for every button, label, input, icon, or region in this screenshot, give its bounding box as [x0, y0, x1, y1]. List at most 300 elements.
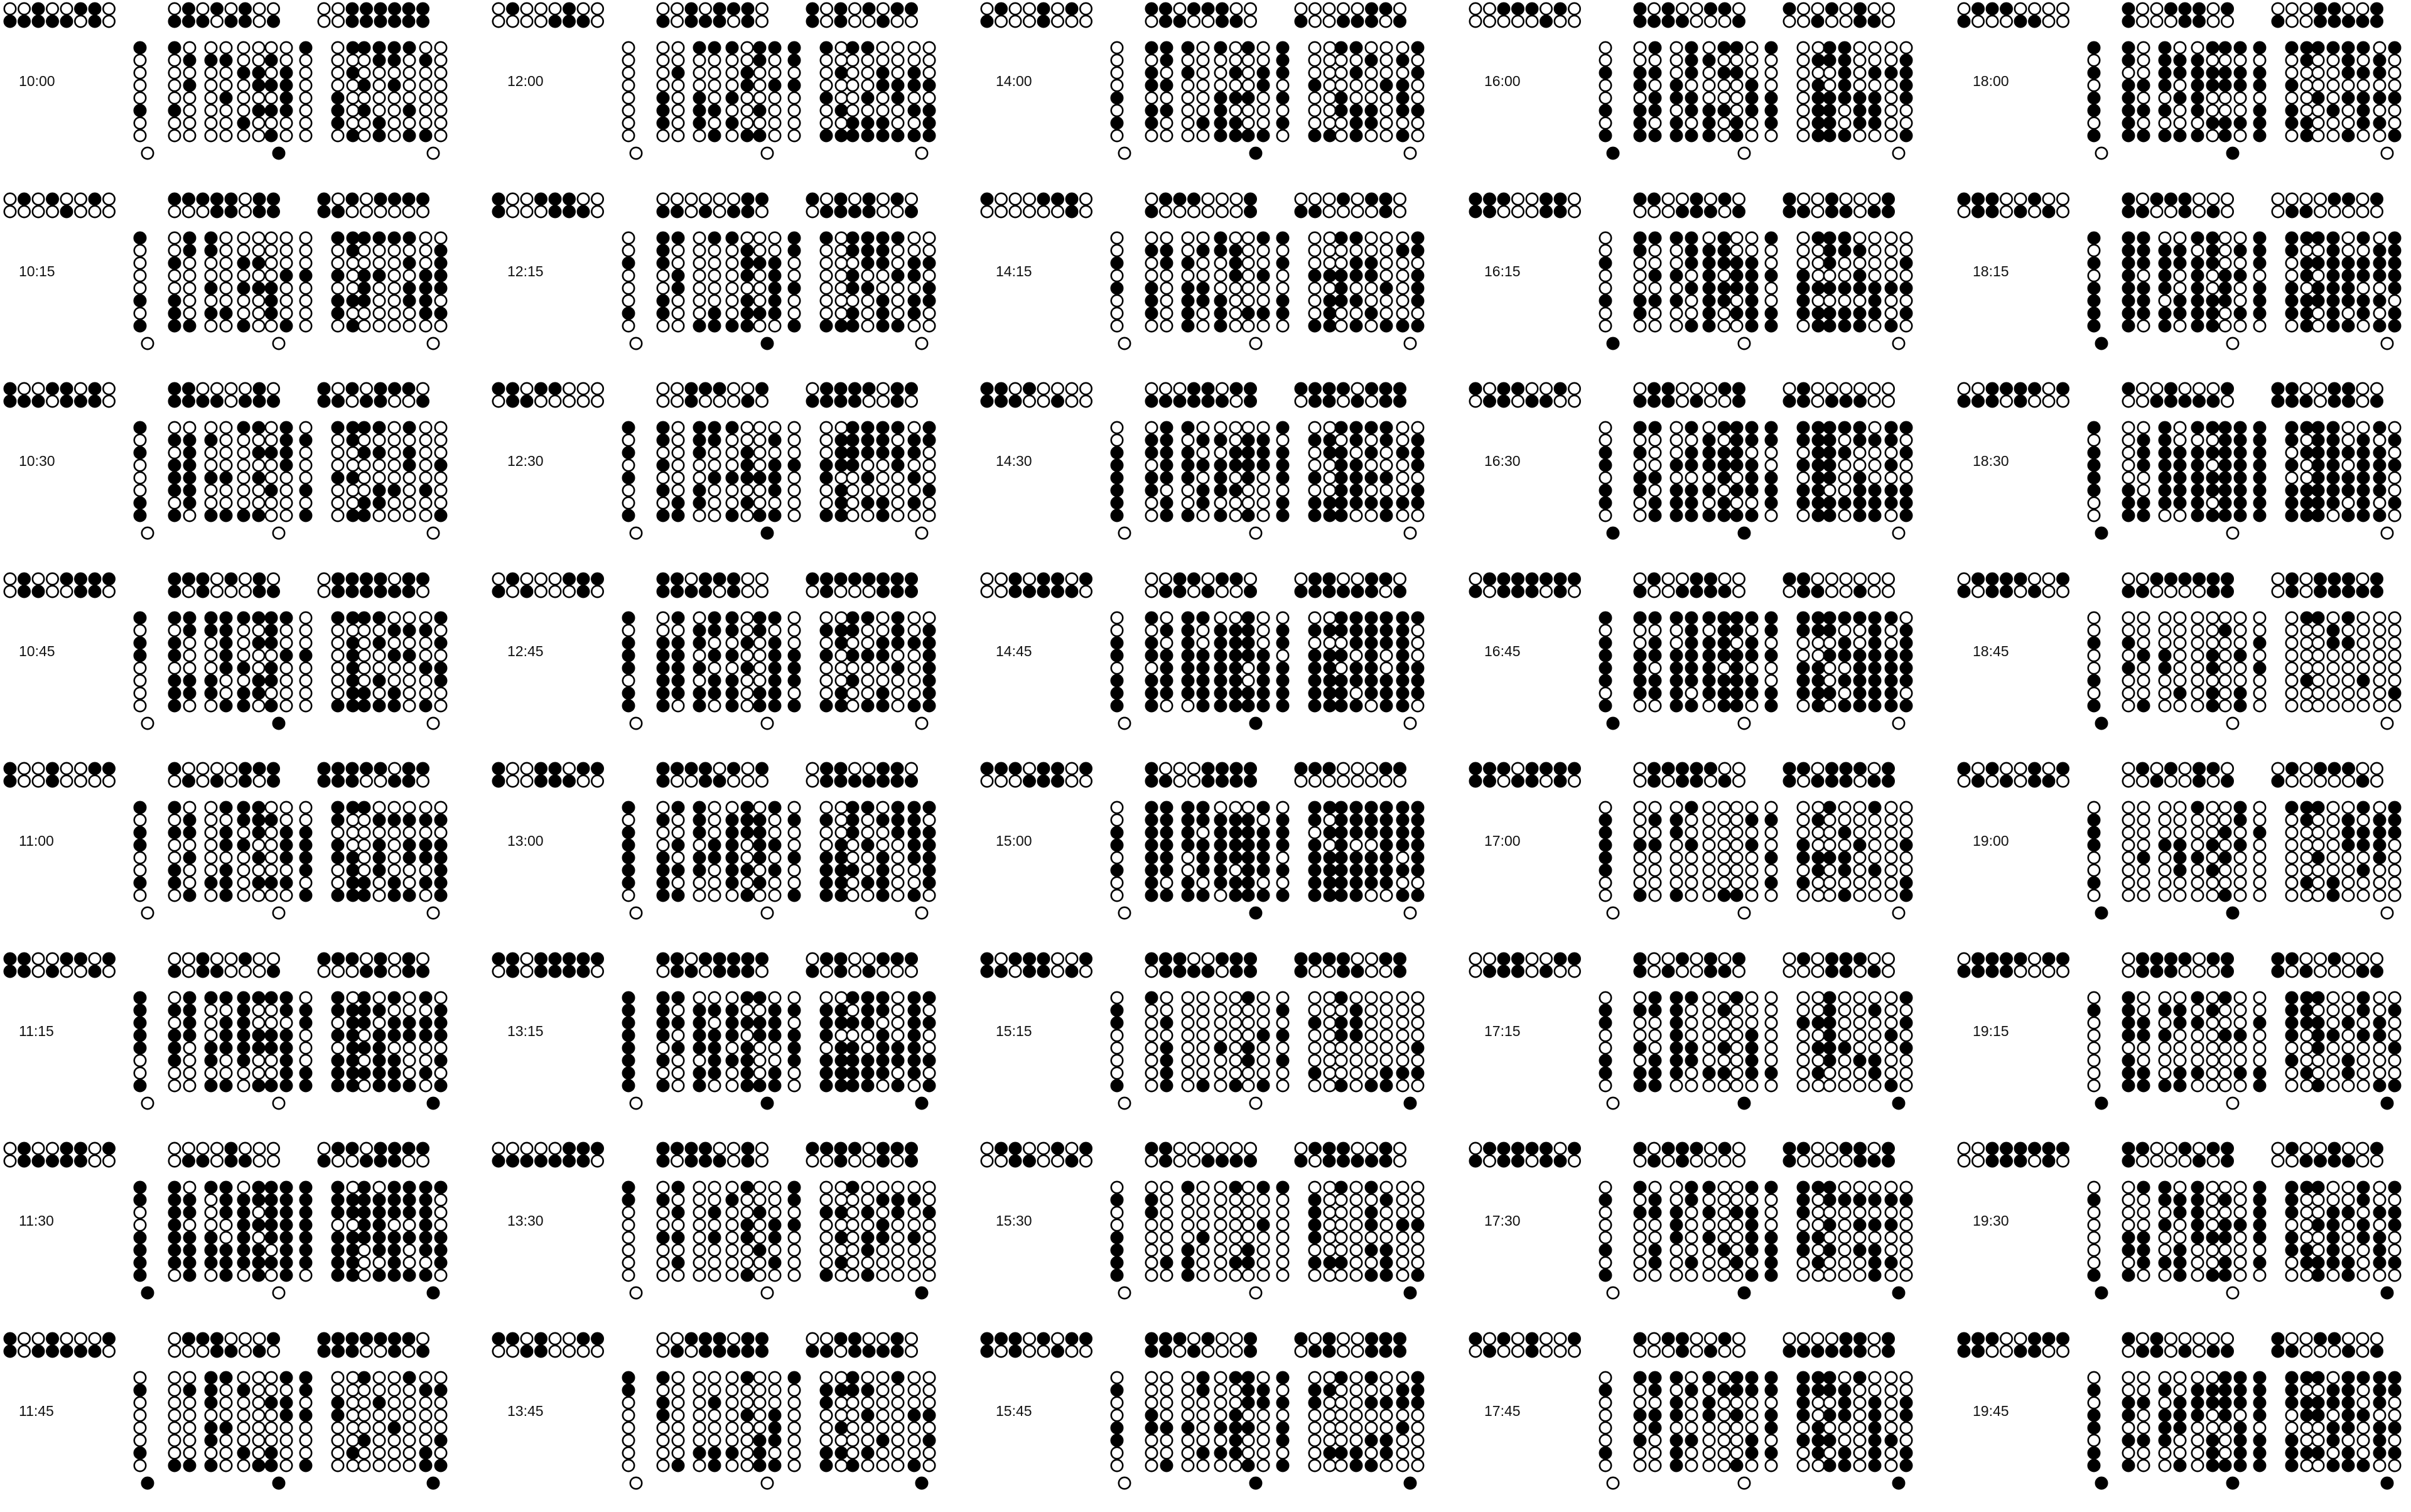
- hollow-dot: [836, 55, 847, 66]
- hollow-dot: [2343, 699, 2354, 711]
- filled-dot: [2312, 257, 2324, 268]
- hollow-dot: [1854, 852, 1865, 863]
- filled-dot: [1309, 840, 1320, 851]
- filled-dot: [2207, 699, 2218, 711]
- filled-dot: [1381, 435, 1392, 446]
- hollow-dot: [521, 193, 532, 204]
- hollow-dot: [2220, 662, 2231, 673]
- filled-dot: [1258, 662, 1269, 673]
- hollow-dot: [1663, 585, 1674, 597]
- filled-dot: [1335, 232, 1347, 243]
- filled-dot: [134, 510, 146, 521]
- filled-dot: [924, 865, 935, 876]
- filled-dot: [197, 193, 208, 204]
- filled-dot: [1146, 775, 1157, 787]
- filled-dot: [623, 422, 634, 433]
- hollow-dot: [1869, 763, 1880, 774]
- filled-dot: [1824, 612, 1835, 623]
- filled-dot: [769, 649, 780, 661]
- filled-dot: [318, 193, 330, 204]
- filled-dot: [1309, 585, 1320, 597]
- filled-dot: [1731, 624, 1742, 635]
- filled-dot: [847, 307, 858, 318]
- filled-dot: [281, 852, 292, 863]
- filled-dot: [1230, 257, 1241, 268]
- hollow-dot: [1111, 55, 1123, 66]
- filled-dot: [1648, 573, 1659, 584]
- filled-dot: [742, 802, 753, 813]
- hollow-dot: [1352, 3, 1363, 14]
- filled-dot: [862, 117, 873, 129]
- filled-dot: [1540, 193, 1551, 204]
- filled-dot: [657, 510, 669, 521]
- filled-dot: [1731, 269, 1742, 281]
- hollow-dot: [103, 965, 114, 976]
- filled-dot: [1080, 573, 1091, 584]
- hollow-dot: [2192, 827, 2203, 838]
- filled-dot: [134, 422, 146, 433]
- filled-dot: [404, 282, 415, 293]
- filled-dot: [169, 827, 180, 838]
- hollow-dot: [672, 117, 684, 129]
- filled-dot: [1215, 307, 1226, 318]
- filled-dot: [905, 3, 917, 14]
- filled-dot: [1052, 775, 1063, 787]
- hollow-dot: [33, 775, 44, 787]
- hollow-dot: [1066, 763, 1077, 774]
- hollow-dot: [389, 307, 400, 318]
- filled-dot: [1295, 763, 1307, 774]
- hollow-dot: [2174, 827, 2186, 838]
- filled-dot: [1718, 282, 1730, 293]
- filled-dot: [420, 130, 431, 141]
- hollow-dot: [1111, 232, 1123, 243]
- hollow-dot: [1766, 890, 1777, 901]
- hollow-dot: [1397, 257, 1408, 268]
- filled-dot: [714, 573, 725, 584]
- filled-dot: [1111, 637, 1123, 648]
- filled-dot: [1671, 269, 1682, 281]
- filled-dot: [169, 472, 180, 483]
- filled-dot: [1309, 396, 1320, 407]
- hollow-dot: [862, 674, 873, 686]
- filled-dot: [709, 674, 720, 686]
- hollow-dot: [169, 92, 180, 104]
- filled-dot: [742, 890, 753, 901]
- hollow-dot: [238, 472, 249, 483]
- filled-dot: [1691, 193, 1702, 204]
- hollow-dot: [1484, 585, 1495, 597]
- hollow-dot: [347, 117, 359, 129]
- hollow-dot: [1882, 3, 1894, 14]
- hollow-dot: [1719, 205, 1730, 217]
- hollow-dot: [2220, 244, 2231, 256]
- hollow-dot: [169, 497, 180, 509]
- filled-dot: [1230, 447, 1241, 458]
- filled-dot: [754, 852, 765, 863]
- filled-dot: [821, 649, 832, 661]
- filled-dot: [1324, 435, 1335, 446]
- filled-dot: [134, 649, 146, 661]
- filled-dot: [1784, 573, 1795, 584]
- hollow-dot: [1258, 55, 1269, 66]
- hollow-dot: [2174, 269, 2186, 281]
- filled-dot: [1394, 16, 1405, 27]
- filled-dot: [1244, 205, 1256, 217]
- hollow-dot: [184, 802, 195, 813]
- hollow-dot: [2159, 814, 2171, 826]
- filled-dot: [2235, 840, 2246, 851]
- filled-dot: [1798, 612, 1809, 623]
- hollow-dot: [281, 637, 292, 648]
- hollow-dot: [404, 662, 415, 673]
- hollow-dot: [103, 775, 114, 787]
- filled-dot: [2029, 585, 2040, 597]
- filled-dot: [1746, 814, 1757, 826]
- filled-dot: [769, 269, 780, 281]
- hollow-dot: [726, 497, 738, 509]
- filled-dot: [671, 585, 682, 597]
- filled-dot: [2159, 320, 2171, 331]
- filled-dot: [821, 130, 832, 141]
- filled-dot: [1555, 775, 1566, 787]
- hollow-dot: [623, 497, 634, 509]
- filled-dot: [877, 257, 888, 268]
- filled-dot: [1607, 148, 1619, 159]
- filled-dot: [892, 763, 903, 774]
- filled-dot: [862, 92, 873, 104]
- filled-dot: [821, 877, 832, 888]
- filled-dot: [742, 193, 753, 204]
- hollow-dot: [1324, 485, 1335, 496]
- hollow-dot: [2123, 612, 2134, 623]
- filled-dot: [1901, 877, 1912, 888]
- filled-dot: [1215, 105, 1226, 116]
- hollow-dot: [1568, 396, 1580, 407]
- hollow-dot: [1197, 55, 1209, 66]
- filled-dot: [2220, 422, 2231, 433]
- filled-dot: [1111, 497, 1123, 509]
- hollow-dot: [1733, 193, 1744, 204]
- filled-dot: [184, 890, 195, 901]
- filled-dot: [821, 396, 832, 407]
- hollow-dot: [220, 80, 232, 91]
- filled-dot: [2389, 130, 2400, 141]
- hollow-dot: [1885, 827, 1897, 838]
- hollow-dot: [1798, 92, 1809, 104]
- filled-dot: [694, 422, 705, 433]
- filled-dot: [2174, 67, 2186, 78]
- filled-dot: [821, 92, 832, 104]
- hollow-dot: [1038, 383, 1049, 394]
- filled-dot: [420, 307, 431, 318]
- filled-dot: [909, 257, 920, 268]
- filled-dot: [1231, 763, 1242, 774]
- filled-dot: [2358, 232, 2369, 243]
- pattern-panel: [1465, 380, 1955, 562]
- filled-dot: [2312, 435, 2324, 446]
- filled-dot: [2254, 422, 2265, 433]
- filled-dot: [726, 649, 738, 661]
- filled-dot: [2174, 687, 2186, 698]
- hollow-dot: [623, 269, 634, 281]
- hollow-dot: [821, 674, 832, 686]
- hollow-dot: [2220, 257, 2231, 268]
- hollow-dot: [2123, 624, 2134, 635]
- hollow-dot: [2374, 80, 2385, 91]
- hollow-dot: [2357, 3, 2368, 14]
- hollow-dot: [1243, 485, 1254, 496]
- hollow-dot: [238, 130, 249, 141]
- filled-dot: [2343, 16, 2354, 27]
- filled-dot: [1231, 16, 1242, 27]
- filled-dot: [924, 674, 935, 686]
- hollow-dot: [281, 662, 292, 673]
- hollow-dot: [1309, 257, 1320, 268]
- hollow-dot: [1381, 55, 1392, 66]
- filled-dot: [1766, 649, 1777, 661]
- hollow-dot: [1676, 383, 1688, 394]
- filled-dot: [169, 307, 180, 318]
- filled-dot: [2343, 55, 2354, 66]
- filled-dot: [2123, 294, 2134, 306]
- hollow-dot: [332, 674, 343, 686]
- filled-dot: [686, 383, 697, 394]
- hollow-dot: [924, 612, 935, 623]
- hollow-dot: [1869, 269, 1880, 281]
- hollow-dot: [184, 257, 195, 268]
- filled-dot: [877, 814, 888, 826]
- hollow-dot: [1568, 585, 1580, 597]
- filled-dot: [2207, 42, 2218, 53]
- filled-dot: [1854, 396, 1865, 407]
- hollow-dot: [769, 890, 780, 901]
- hollow-dot: [332, 244, 343, 256]
- hollow-dot: [134, 865, 146, 876]
- filled-dot: [417, 3, 428, 14]
- hollow-dot: [1987, 775, 1998, 787]
- filled-dot: [1731, 485, 1742, 496]
- hollow-dot: [657, 3, 669, 14]
- filled-dot: [2286, 205, 2297, 217]
- hollow-dot: [2123, 852, 2134, 863]
- hollow-dot: [184, 294, 195, 306]
- filled-dot: [1885, 435, 1897, 446]
- filled-dot: [1146, 637, 1157, 648]
- filled-dot: [134, 447, 146, 458]
- hollow-dot: [359, 674, 370, 686]
- hollow-dot: [1718, 865, 1730, 876]
- filled-dot: [374, 497, 385, 509]
- filled-dot: [2193, 573, 2204, 584]
- hollow-dot: [2220, 865, 2231, 876]
- filled-dot: [1470, 775, 1481, 787]
- hollow-dot: [2357, 763, 2368, 774]
- hollow-dot: [1412, 637, 1423, 648]
- filled-dot: [1869, 205, 1880, 217]
- hollow-dot: [1600, 42, 1611, 53]
- filled-dot: [1901, 662, 1912, 673]
- hollow-dot: [2389, 624, 2400, 635]
- hollow-dot: [374, 624, 385, 635]
- filled-dot: [892, 612, 903, 623]
- filled-dot: [1824, 510, 1835, 521]
- hollow-dot: [134, 244, 146, 256]
- hollow-dot: [389, 674, 400, 686]
- filled-dot: [1972, 396, 1983, 407]
- hollow-dot: [1397, 422, 1408, 433]
- filled-dot: [1412, 497, 1423, 509]
- filled-dot: [197, 965, 208, 976]
- hollow-dot: [238, 485, 249, 496]
- filled-dot: [2286, 105, 2297, 116]
- hollow-dot: [1381, 42, 1392, 53]
- hollow-dot: [847, 497, 858, 509]
- hollow-dot: [1182, 232, 1194, 243]
- hollow-dot: [862, 67, 873, 78]
- filled-dot: [2192, 55, 2203, 66]
- filled-dot: [374, 612, 385, 623]
- filled-dot: [1691, 573, 1702, 584]
- hollow-dot: [2327, 612, 2339, 623]
- hollow-dot: [2343, 435, 2354, 446]
- filled-dot: [1202, 383, 1214, 394]
- hollow-dot: [672, 42, 684, 53]
- filled-dot: [1671, 674, 1682, 686]
- hollow-dot: [709, 282, 720, 293]
- hollow-dot: [2015, 193, 2026, 204]
- filled-dot: [892, 422, 903, 433]
- hollow-dot: [1854, 42, 1865, 53]
- hollow-dot: [374, 435, 385, 446]
- hollow-dot: [2235, 662, 2246, 673]
- hollow-dot: [1839, 294, 1850, 306]
- hollow-dot: [332, 435, 343, 446]
- hollow-dot: [2301, 662, 2312, 673]
- hollow-dot: [142, 337, 153, 348]
- hollow-dot: [1824, 699, 1835, 711]
- filled-dot: [2312, 472, 2324, 483]
- filled-dot: [332, 92, 343, 104]
- hollow-dot: [2235, 282, 2246, 293]
- hollow-dot: [694, 232, 705, 243]
- filled-dot: [389, 775, 400, 787]
- filled-dot: [1540, 573, 1551, 584]
- filled-dot: [1766, 497, 1777, 509]
- hollow-dot: [909, 117, 920, 129]
- hollow-dot: [1766, 460, 1777, 471]
- hollow-dot: [1351, 55, 1362, 66]
- filled-dot: [18, 16, 30, 27]
- hollow-dot: [892, 294, 903, 306]
- filled-dot: [1277, 865, 1288, 876]
- hollow-dot: [238, 232, 249, 243]
- hollow-dot: [420, 510, 431, 521]
- filled-dot: [892, 193, 903, 204]
- hollow-dot: [1854, 80, 1865, 91]
- hollow-dot: [1337, 396, 1349, 407]
- hollow-dot: [2137, 193, 2148, 204]
- filled-dot: [981, 16, 993, 27]
- filled-dot: [2343, 612, 2354, 623]
- filled-dot: [134, 840, 146, 851]
- filled-dot: [2254, 435, 2265, 446]
- filled-dot: [836, 624, 847, 635]
- hollow-dot: [709, 485, 720, 496]
- filled-dot: [1111, 92, 1123, 104]
- hollow-dot: [1258, 877, 1269, 888]
- hollow-dot: [359, 827, 370, 838]
- hollow-dot: [742, 612, 753, 623]
- hollow-dot: [1839, 472, 1850, 483]
- hollow-dot: [1335, 257, 1347, 268]
- filled-dot: [1397, 649, 1408, 661]
- filled-dot: [1215, 814, 1226, 826]
- filled-dot: [726, 320, 738, 331]
- dot-grid: [1465, 380, 1955, 562]
- filled-dot: [1412, 802, 1423, 813]
- hollow-dot: [1309, 232, 1320, 243]
- filled-dot: [1188, 396, 1199, 407]
- filled-dot: [623, 257, 634, 268]
- filled-dot: [1766, 612, 1777, 623]
- filled-dot: [2235, 687, 2246, 698]
- hollow-dot: [435, 92, 446, 104]
- hollow-dot: [2208, 193, 2219, 204]
- filled-dot: [694, 497, 705, 509]
- filled-dot: [2343, 92, 2354, 104]
- filled-dot: [1146, 890, 1157, 901]
- filled-dot: [389, 383, 400, 394]
- filled-dot: [1663, 383, 1674, 394]
- filled-dot: [220, 827, 232, 838]
- hollow-dot: [1812, 573, 1823, 584]
- hollow-dot: [134, 282, 146, 293]
- hollow-dot: [142, 527, 153, 539]
- hollow-dot: [862, 307, 873, 318]
- filled-dot: [347, 422, 359, 433]
- filled-dot: [2207, 80, 2218, 91]
- hollow-dot: [220, 282, 232, 293]
- filled-dot: [2286, 485, 2297, 496]
- hollow-dot: [2358, 699, 2369, 711]
- filled-dot: [507, 3, 518, 14]
- filled-dot: [1882, 763, 1894, 774]
- filled-dot: [389, 55, 400, 66]
- filled-dot: [1335, 612, 1347, 623]
- filled-dot: [1671, 827, 1682, 838]
- hollow-dot: [435, 117, 446, 129]
- filled-dot: [1686, 244, 1697, 256]
- filled-dot: [1733, 396, 1744, 407]
- filled-dot: [1351, 422, 1362, 433]
- hollow-dot: [184, 117, 195, 129]
- hollow-dot: [1854, 67, 1865, 78]
- hollow-dot: [332, 687, 343, 698]
- filled-dot: [877, 307, 888, 318]
- filled-dot: [1111, 117, 1123, 129]
- filled-dot: [1839, 232, 1850, 243]
- hollow-dot: [754, 435, 765, 446]
- hollow-dot: [2374, 130, 2385, 141]
- filled-dot: [1869, 497, 1880, 509]
- filled-dot: [389, 193, 400, 204]
- filled-dot: [821, 320, 832, 331]
- hollow-dot: [924, 42, 935, 53]
- hollow-dot: [347, 55, 359, 66]
- hollow-dot: [2300, 775, 2312, 787]
- filled-dot: [220, 877, 232, 888]
